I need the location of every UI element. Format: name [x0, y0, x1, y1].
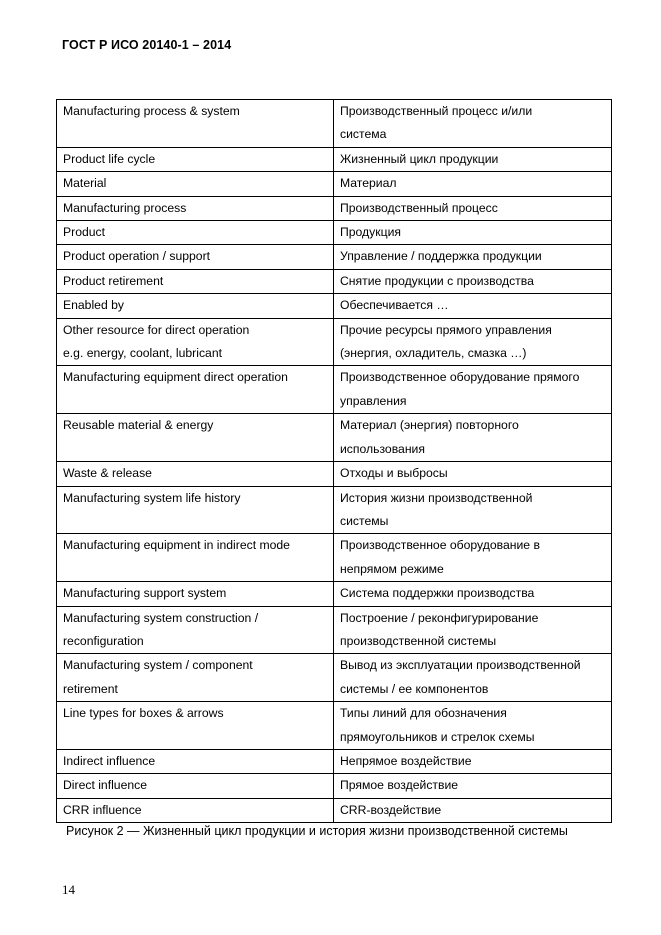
term-english-cell	[57, 582, 334, 606]
term-russian-cell	[334, 749, 612, 773]
term-english-text: Reusable material & energy	[63, 418, 214, 433]
term-english-cell	[57, 486, 334, 534]
table-row	[57, 172, 612, 196]
terms-table	[56, 99, 612, 823]
term-russian-text: Производственный процесс и/или	[340, 104, 533, 118]
term-english-cell	[57, 100, 334, 148]
table-row	[57, 366, 612, 414]
term-english-text: Enabled by	[63, 298, 124, 313]
table-row	[57, 774, 612, 798]
term-russian-cell	[334, 654, 612, 702]
term-english-cell	[57, 702, 334, 750]
table-row	[57, 318, 612, 366]
term-russian-text: Прямое воздействие	[340, 778, 459, 793]
term-russian-cell	[334, 366, 612, 414]
term-russian-text: Типы линий для обозначения	[340, 706, 507, 721]
term-english-cell	[57, 749, 334, 773]
figure-caption: Рисунок 2 — Жизненный цикл продукции и история жизни производственной системы	[66, 824, 568, 838]
table-row	[57, 798, 612, 822]
term-russian-text: Жизненный цикл продукции	[340, 151, 499, 166]
term-russian-cell	[334, 269, 612, 293]
term-english-text: Product life cycle	[63, 151, 156, 166]
term-russian-text: Материал	[340, 176, 397, 191]
term-russian-text: Прочие ресурсы прямого управления	[340, 322, 552, 337]
term-english-cell	[57, 462, 334, 486]
term-english-cell	[57, 245, 334, 269]
term-english-text: Manufacturing process & system	[63, 104, 240, 118]
term-russian-text: системы	[340, 513, 389, 528]
table-row	[57, 486, 612, 534]
term-russian-text: CRR-воздействие	[340, 802, 442, 817]
term-english-cell	[57, 534, 334, 582]
term-english-text: Manufacturing system / component	[63, 658, 253, 673]
term-russian-text: Материал (энергия) повторного	[340, 418, 519, 433]
table-row	[57, 147, 612, 171]
table-row	[57, 582, 612, 606]
term-english-cell	[57, 774, 334, 798]
term-english-text: Material	[63, 176, 107, 191]
term-russian-cell	[334, 774, 612, 798]
term-russian-cell	[334, 798, 612, 822]
term-russian-text: Отходы и выбросы	[340, 466, 448, 481]
term-english-cell	[57, 654, 334, 702]
term-russian-text: использования	[340, 441, 425, 456]
term-russian-cell	[334, 245, 612, 269]
term-russian-text: система	[340, 127, 387, 142]
term-russian-cell	[334, 318, 612, 366]
table-row	[57, 749, 612, 773]
term-english-text: Direct influence	[63, 778, 147, 793]
term-english-text: Manufacturing system construction /	[63, 610, 259, 625]
term-russian-cell	[334, 582, 612, 606]
term-russian-text: Система поддержки производства	[340, 586, 535, 601]
table-row	[57, 196, 612, 220]
term-english-cell	[57, 269, 334, 293]
term-russian-text: Производственное оборудование прямого	[340, 370, 580, 385]
term-russian-text: Обеспечивается …	[340, 298, 449, 313]
term-english-cell	[57, 172, 334, 196]
term-english-cell	[57, 221, 334, 245]
term-english-cell	[57, 798, 334, 822]
term-english-text: Product operation / support	[63, 249, 211, 264]
table-row	[57, 414, 612, 462]
term-russian-text: (энергия, охладитель, смазка …)	[340, 346, 527, 361]
term-russian-cell	[334, 462, 612, 486]
term-russian-cell	[334, 172, 612, 196]
term-russian-text: производственной системы	[340, 633, 497, 648]
document-header: ГОСТ Р ИСО 20140-1 – 2014	[62, 38, 232, 52]
table-row	[57, 269, 612, 293]
term-english-text: Indirect influence	[63, 753, 156, 768]
term-russian-cell	[334, 486, 612, 534]
page-number: 14	[62, 882, 75, 897]
term-english-text: CRR influence	[63, 802, 142, 817]
term-english-cell	[57, 366, 334, 414]
term-russian-cell	[334, 534, 612, 582]
table-row	[57, 654, 612, 702]
term-russian-text: Построение / реконфигурирование	[340, 610, 539, 625]
term-english-text: Manufacturing equipment in indirect mode	[63, 538, 290, 553]
term-russian-cell	[334, 702, 612, 750]
table-row	[57, 245, 612, 269]
term-english-cell	[57, 318, 334, 366]
term-english-text: e.g. energy, coolant, lubricant	[63, 346, 222, 361]
term-russian-text: непрямом режиме	[340, 561, 444, 576]
term-english-cell	[57, 606, 334, 654]
term-russian-text: Управление / поддержка продукции	[340, 249, 542, 264]
term-english-text: Manufacturing support system	[63, 586, 227, 601]
table-row	[57, 534, 612, 582]
table-row	[57, 462, 612, 486]
table-row	[57, 702, 612, 750]
term-english-text: Manufacturing system life history	[63, 490, 241, 505]
table-row	[57, 100, 612, 148]
term-russian-cell	[334, 294, 612, 318]
term-russian-text: Снятие продукции с производства	[340, 273, 534, 288]
term-english-text: Other resource for direct operation	[63, 322, 250, 337]
term-russian-text: Производственное оборудование в	[340, 538, 540, 553]
term-english-text: Manufacturing process	[63, 200, 187, 215]
term-english-cell	[57, 147, 334, 171]
term-english-cell	[57, 196, 334, 220]
term-russian-text: Производственный процесс	[340, 200, 498, 215]
term-english-text: Waste & release	[63, 466, 152, 481]
table-row	[57, 221, 612, 245]
term-russian-text: управления	[340, 393, 407, 408]
term-english-text: Line types for boxes & arrows	[63, 706, 224, 721]
term-russian-text: Продукция	[340, 225, 401, 240]
term-english-cell	[57, 414, 334, 462]
term-russian-cell	[334, 196, 612, 220]
term-russian-text: Непрямое воздействие	[340, 753, 472, 768]
terms-table-body	[57, 100, 612, 823]
term-russian-cell	[334, 221, 612, 245]
term-english-cell	[57, 294, 334, 318]
term-russian-cell	[334, 414, 612, 462]
term-russian-text: История жизни производственной	[340, 490, 533, 505]
term-english-text: Product retirement	[63, 273, 164, 288]
term-russian-text: системы / ее компонентов	[340, 681, 489, 696]
term-english-text: retirement	[63, 681, 118, 696]
term-russian-text: прямоугольников и стрелок схемы	[340, 729, 535, 744]
term-english-text: reconfiguration	[63, 633, 144, 648]
table-row	[57, 606, 612, 654]
term-russian-cell	[334, 100, 612, 148]
term-russian-cell	[334, 147, 612, 171]
term-english-text: Product	[63, 225, 106, 240]
term-russian-cell	[334, 606, 612, 654]
table-row	[57, 294, 612, 318]
term-russian-text: Вывод из эксплуатации производственной	[340, 658, 581, 673]
term-english-text: Manufacturing equipment direct operation	[63, 370, 288, 385]
